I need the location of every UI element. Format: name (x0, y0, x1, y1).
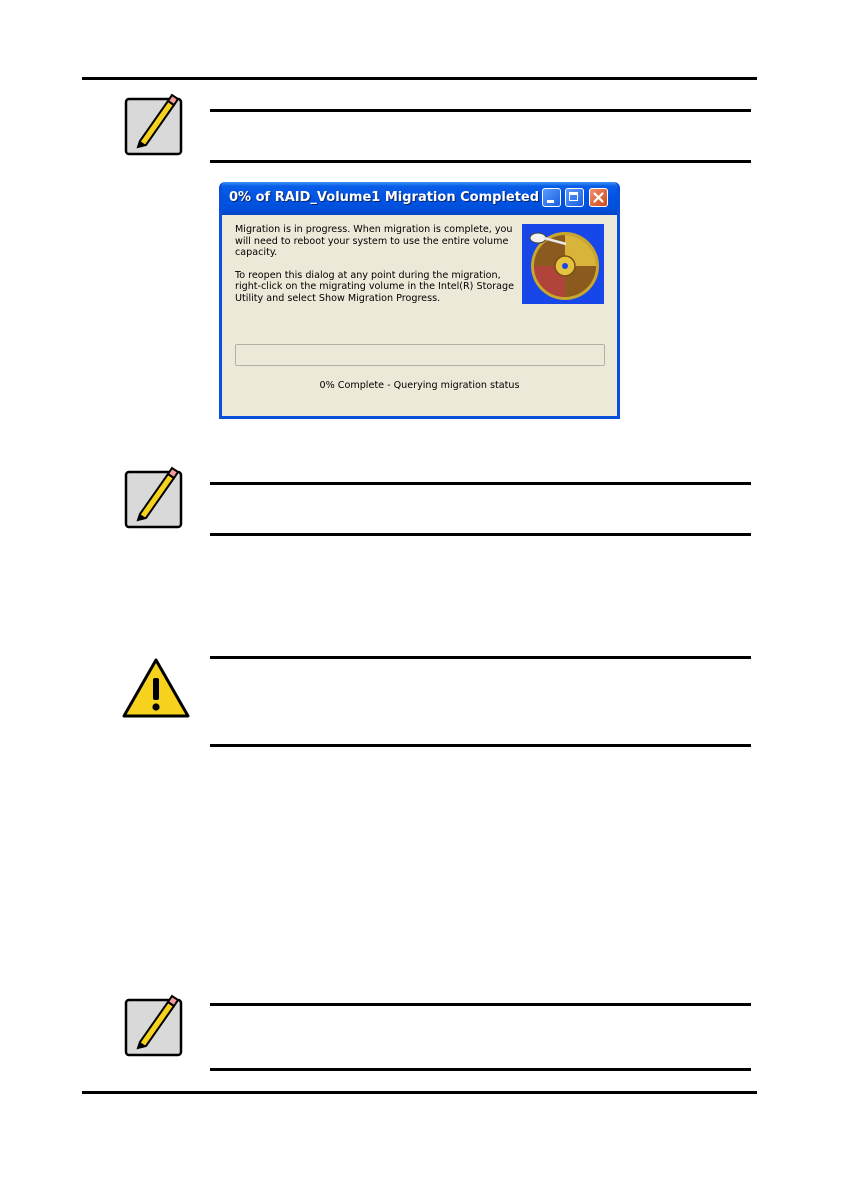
disk-migration-icon (522, 224, 604, 304)
close-button[interactable] (589, 188, 608, 207)
migration-progress-bar (235, 344, 605, 366)
warning-triangle-icon (121, 656, 191, 725)
migration-progress-dialog (219, 182, 620, 419)
message-paragraph-1: Migration is in progress. When migration is complete, you will need to reboot your system to use the entire volume capacity. (235, 224, 513, 258)
note-rule-top (210, 482, 751, 485)
close-icon (593, 192, 604, 203)
status-text: 0% Complete - Querying migration status (319, 380, 520, 391)
maximize-button[interactable] (565, 188, 584, 207)
note-rule-bottom (210, 533, 751, 536)
dialog-titlebar[interactable] (219, 182, 620, 215)
note-rule-bottom (210, 160, 751, 163)
pencil-note-icon (124, 992, 184, 1063)
note-rule-top (210, 1003, 751, 1006)
caution-rule-top (210, 656, 751, 659)
caution-rule-bottom (210, 744, 751, 747)
minimize-button[interactable] (542, 188, 561, 207)
page-top-rule (82, 77, 757, 80)
note-rule-top (210, 109, 751, 112)
pencil-note-icon (124, 91, 184, 162)
note-rule-bottom (210, 1068, 751, 1071)
pencil-note-icon (124, 464, 184, 535)
message-paragraph-2: To reopen this dialog at any point during the migration, right-click on the migrating volume in the Intel(R) Storage Utility and select Show Migration Progress. (235, 269, 515, 304)
page-bottom-rule (82, 1091, 757, 1094)
dialog-message (235, 224, 525, 315)
dialog-title: 0% of RAID_Volume1 Migration Completed (229, 190, 540, 205)
